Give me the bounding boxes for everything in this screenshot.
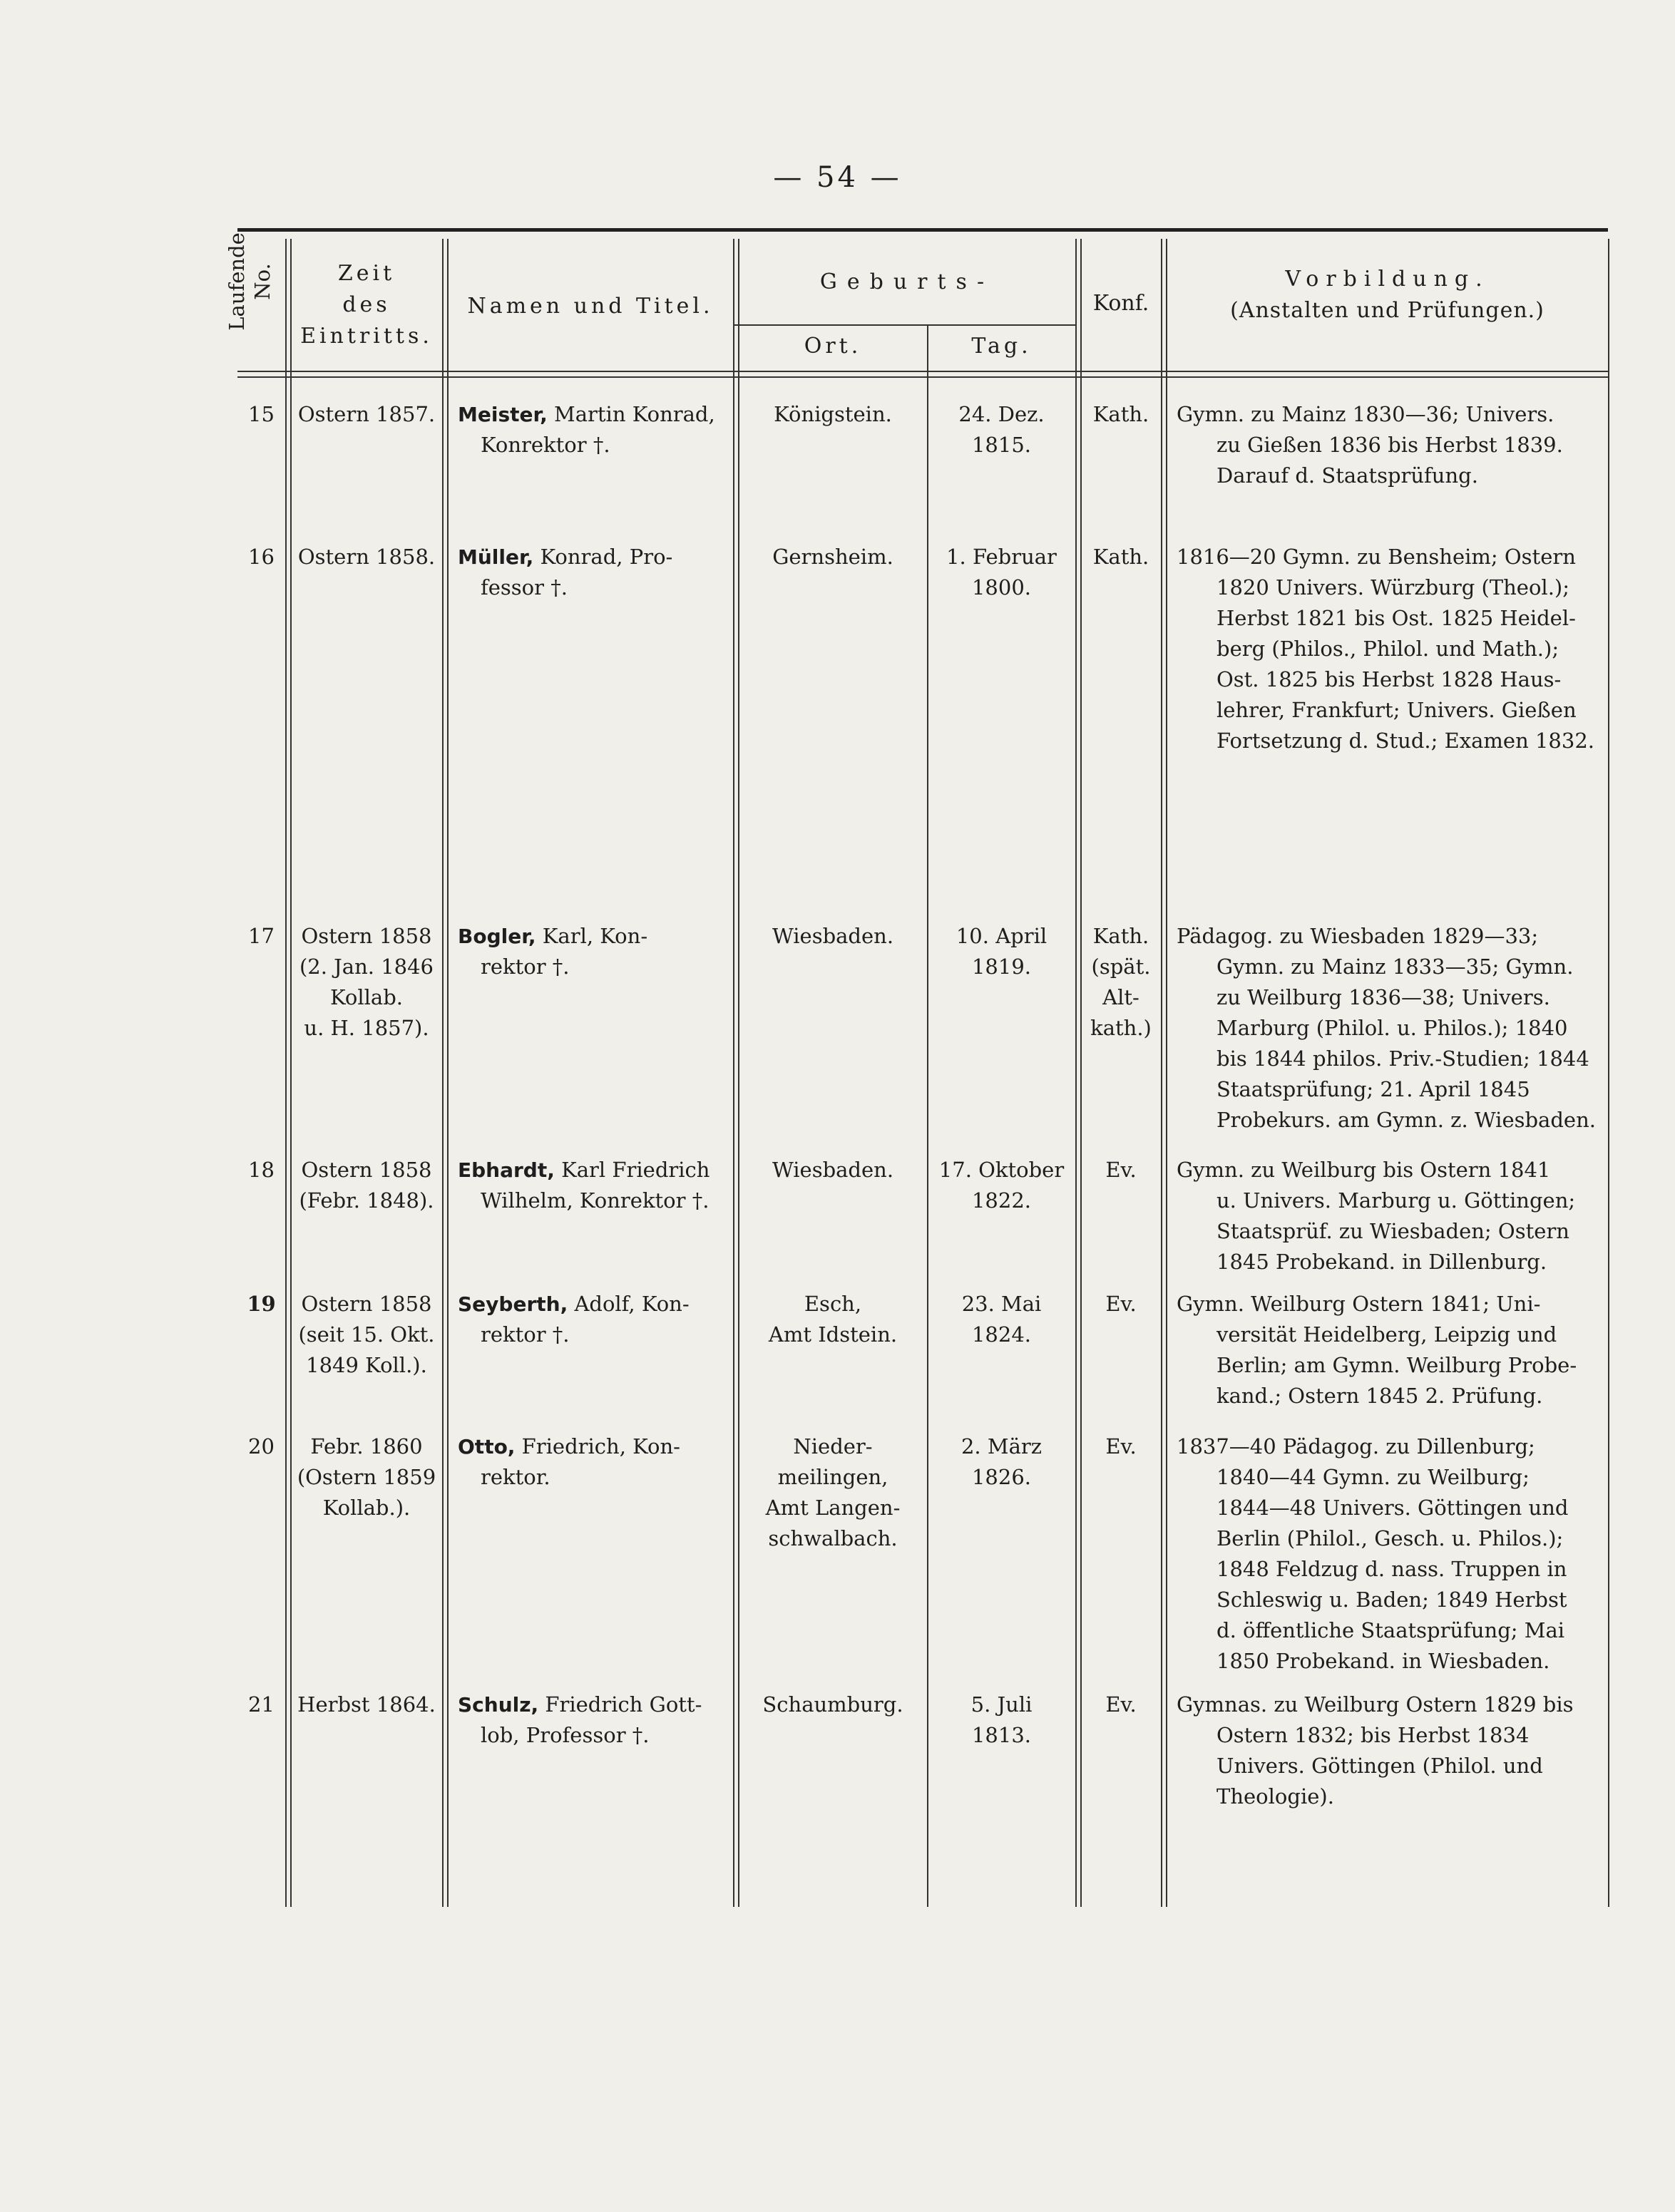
col-rule-3a	[733, 239, 734, 1907]
row-16-konf: Kath.	[1092, 545, 1149, 569]
row-16-tag: 1. Februar 1800.	[946, 545, 1057, 600]
row-21-konf: Ev.	[1105, 1692, 1137, 1717]
row-20-zeit: Febr. 1860 (Ostern 1859 Kollab.).	[297, 1434, 436, 1520]
row-17-konf: Kath. (spät. Alt- kath.)	[1090, 924, 1152, 1040]
row-21-name: Schulz, Friedrich Gott- lob, Professor †.	[458, 1692, 702, 1747]
row-16-no: 16	[248, 545, 275, 569]
row-15-konf: Kath.	[1092, 402, 1149, 426]
row-16-name: Müller, Konrad, Pro- fessor †.	[458, 545, 673, 600]
row-17-ort: Wiesbaden.	[772, 924, 894, 948]
row-18-ort: Wiesbaden.	[772, 1158, 894, 1182]
row-20-vorbildung: 1837—40 Pädagog. zu Dillenburg; 1840—44 Gymn. zu Weilburg; 1844—48 Univers. Göttingen und Berlin (Philol., Gesch. u. Philos.); 1848 Feldzug d. nass. Truppen in Schleswig u. Baden; 1849 Herbst d. öffentliche Staatsprüfung; Mai 1850 Probekand. in Wiesbaden.	[1177, 1434, 1569, 1673]
row-17-tag: 10. April 1819.	[956, 924, 1047, 979]
col-rule-6a	[1161, 239, 1162, 1907]
header-vorbildung: Vorbildung. (Anstalten und Prüfungen.)	[1230, 267, 1545, 323]
header-tag: Tag.	[971, 334, 1032, 359]
row-20-ort: Nieder- meilingen, Amt Langen- schwalbach.	[765, 1434, 901, 1550]
row-19-zeit: Ostern 1858 (seit 15. Okt. 1849 Koll.).	[298, 1292, 435, 1377]
col-rule-5a	[1075, 239, 1077, 1907]
row-17-name: Bogler, Karl, Kon- rektor †.	[458, 924, 648, 979]
row-18-tag: 17. Oktober 1822.	[938, 1158, 1065, 1213]
row-21-ort: Schaumburg.	[762, 1692, 903, 1717]
col-rule-2a	[442, 239, 444, 1907]
header-laufende: Laufende No.	[225, 232, 275, 331]
row-20-tag: 2. März 1826.	[961, 1434, 1042, 1489]
col-rule-3b	[738, 239, 739, 1907]
col-rule-5b	[1080, 239, 1082, 1907]
row-15-zeit: Ostern 1857.	[297, 402, 436, 426]
row-15-name: Meister, Martin Konrad, Konrektor †.	[458, 402, 715, 457]
header-geburts: Geburts-	[819, 269, 995, 294]
row-19-konf: Ev.	[1105, 1292, 1137, 1316]
geburts-split-rule	[733, 324, 1075, 326]
col-rule-1b	[290, 239, 292, 1907]
row-17-zeit: Ostern 1858 (2. Jan. 1846 Kollab. u. H. 1857).	[299, 924, 434, 1040]
header-namen: Namen und Titel.	[467, 294, 714, 319]
row-20-name: Otto, Friedrich, Kon- rektor.	[458, 1434, 680, 1489]
row-16-vorbildung: 1816—20 Gymn. zu Bensheim; Ostern 1820 Univers. Würzburg (Theol.); Herbst 1821 bis Ost. 1825 Heidel- berg (Philos., Philol. und Math.); Ost. 1825 bis Herbst 1828 Haus- lehrer, Frankfurt; Univers. Gießen Fortsetzung d. Stud.; Examen 1832.	[1177, 545, 1594, 753]
row-17-no: 17	[248, 924, 275, 948]
row-18-name: Ebhardt, Karl Friedrich Wilhelm, Konrektor †.	[458, 1158, 710, 1213]
row-19-no: 19	[247, 1292, 276, 1316]
col-rule-7	[1608, 239, 1609, 1907]
page-number: — 54 —	[773, 161, 902, 194]
row-21-zeit: Herbst 1864.	[297, 1692, 436, 1717]
row-18-zeit: Ostern 1858 (Febr. 1848).	[299, 1158, 434, 1213]
row-19-name: Seyberth, Adolf, Kon- rektor †.	[458, 1292, 690, 1347]
row-17-vorbildung: Pädagog. zu Wiesbaden 1829—33; Gymn. zu Mainz 1833—35; Gymn. zu Weilburg 1836—38; Univers. Marburg (Philol. u. Philos.); 1840 bis 1844 philos. Priv.-Studien; 1844 Staatsprüfung; 21. April 1845 Probekurs. am Gymn. z. Wiesbaden.	[1177, 924, 1596, 1132]
row-21-no: 21	[248, 1692, 275, 1717]
row-19-vorbildung: Gymn. Weilburg Ostern 1841; Uni- versität Heidelberg, Leipzig und Berlin; am Gymn. Weilburg Probe- kand.; Ostern 1845 2. Prüfung.	[1177, 1292, 1577, 1408]
row-16-ort: Gernsheim.	[772, 545, 893, 569]
header-konf: Konf.	[1092, 291, 1149, 316]
col-rule-1a	[285, 239, 287, 1907]
row-16-zeit: Ostern 1858.	[297, 545, 436, 569]
row-18-konf: Ev.	[1105, 1158, 1137, 1182]
header-zeit: Zeit des Eintritts.	[300, 261, 433, 349]
header-ort: Ort.	[804, 334, 862, 359]
row-20-no: 20	[248, 1434, 275, 1459]
row-15-no: 15	[248, 402, 275, 426]
row-15-ort: Königstein.	[774, 402, 892, 426]
col-rule-2b	[447, 239, 449, 1907]
col-rule-6b	[1166, 239, 1167, 1907]
row-21-vorbildung: Gymnas. zu Weilburg Ostern 1829 bis Ostern 1832; bis Herbst 1834 Univers. Göttingen (Philol. und Theologie).	[1177, 1692, 1574, 1809]
row-15-vorbildung: Gymn. zu Mainz 1830—36; Univers. zu Gießen 1836 bis Herbst 1839. Darauf d. Staatsprüfung.	[1177, 402, 1563, 488]
row-15-tag: 24. Dez. 1815.	[958, 402, 1045, 457]
row-18-no: 18	[248, 1158, 275, 1182]
row-18-vorbildung: Gymn. zu Weilburg bis Ostern 1841 u. Univers. Marburg u. Göttingen; Staatsprüf. zu Wiesbaden; Ostern 1845 Probekand. in Dillenburg.	[1177, 1158, 1576, 1274]
table-top-rule	[237, 228, 1608, 232]
row-19-tag: 23. Mai 1824.	[961, 1292, 1042, 1347]
row-21-tag: 5. Juli 1813.	[970, 1692, 1033, 1747]
row-20-konf: Ev.	[1105, 1434, 1137, 1459]
row-19-ort: Esch, Amt Idstein.	[768, 1292, 898, 1347]
